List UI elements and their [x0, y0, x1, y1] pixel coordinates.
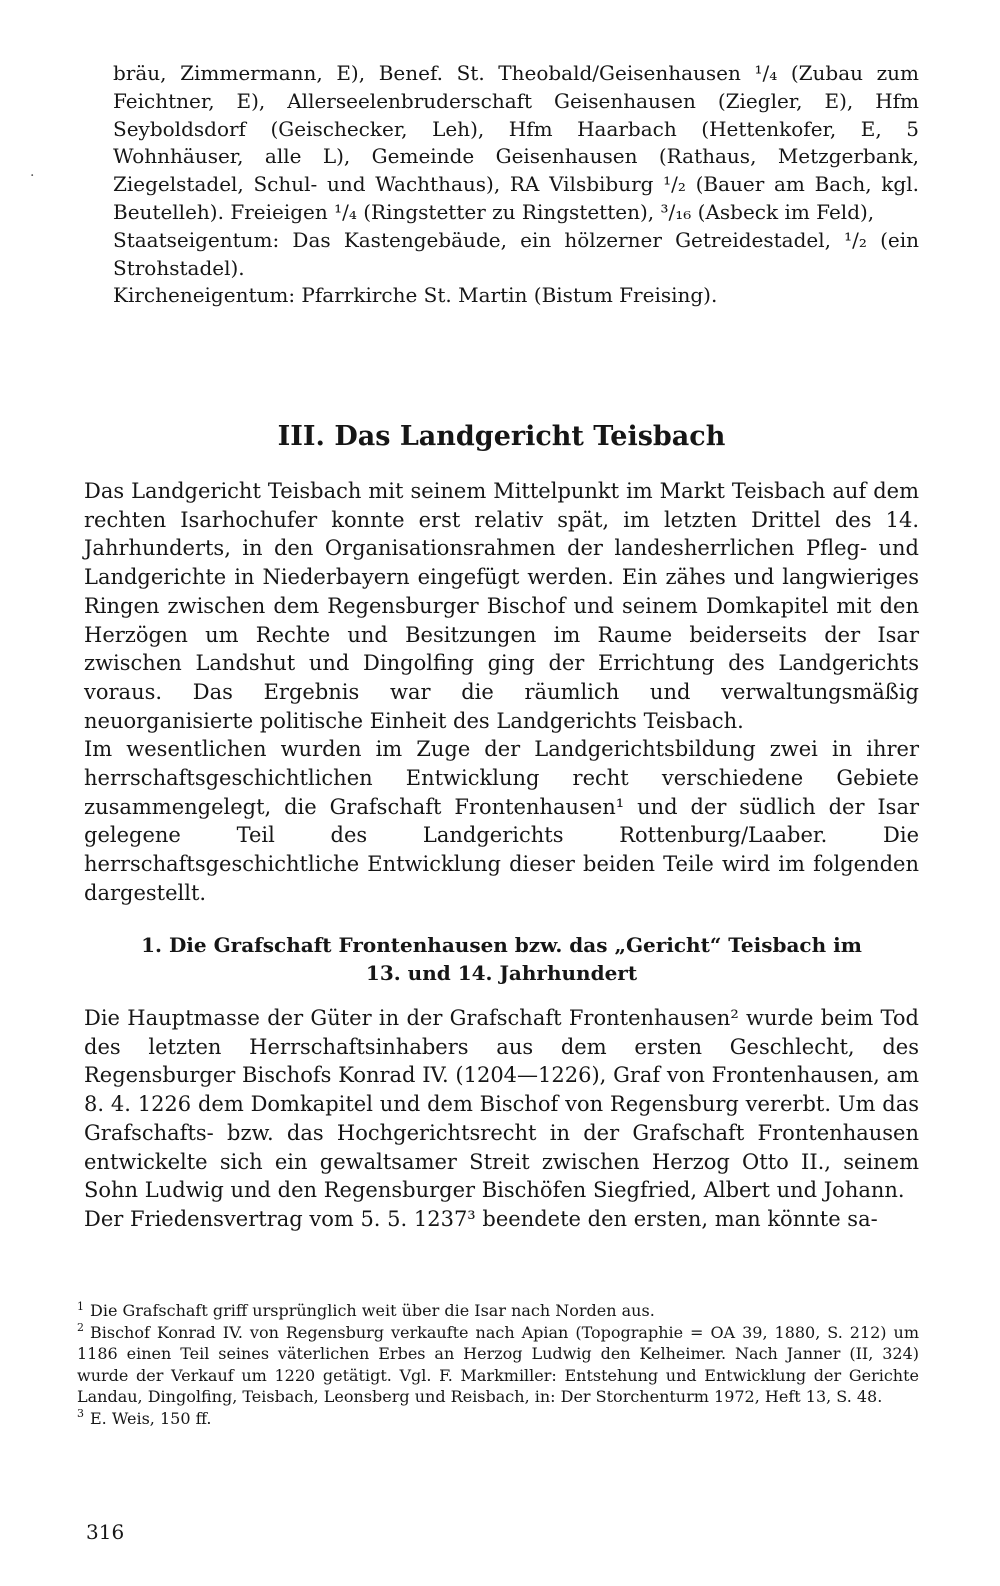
chapter-intro-block [84, 477, 919, 908]
section-heading [84, 931, 919, 987]
footnote-number: 1 [77, 1299, 84, 1313]
footnote [77, 1300, 919, 1322]
footnote-text: E. Weis, 150 ff. [90, 1408, 212, 1428]
continued-text-block [113, 60, 919, 310]
section-body-block [84, 1004, 919, 1234]
continued-paragraph: bräu, Zimmermann, E), Benef. St. Theobald/Geisenhausen ¹/₄ (Zubau zum Feichtner, E), Allerseelenbruderschaft Geisenhausen (Ziegler, E), Hfm Seyboldsdorf (Geischecker, Leh), Hfm Haarbach (Hettenkofer, E, 5 Wohnhäuser, alle L), Gemeinde Geisenhausen (Rathaus, Metzgerbank, Ziegelstadel, Schul- und Wachthaus), RA Vilsbiburg ¹/₂ (Bauer am Bach, kgl. Beutelleh). Freieigen ¹/₄ (Ringstetter zu Ringstetten), ³/₁₆ (Asbeck im Feld), [113, 61, 919, 224]
church-property-paragraph: Kircheneigentum: Pfarrkirche St. Martin (Bistum Freising). [113, 283, 718, 308]
section-heading-line: 13. und 14. Jahrhundert [365, 961, 638, 985]
footnote-text: Bischof Konrad IV. von Regensburg verkaufte nach Apian (Topographie = OA 39, 1880, S. 212) um 1186 einen Teil seines väterlichen Erbes an Herzog Ludwig den Kelheimer. Nach Janner (II, 324) wurde der Verkauf um 1220 getätigt. Vgl. F. Markmiller: Entstehung und Entwicklung der Gerichte Landau, Dingolfing, Teisbach, Leonsberg und Reisbach, in: Der Storchenturm 1972, Heft 13, S. 48. [77, 1322, 919, 1406]
intro-paragraph: Das Landgericht Teisbach mit seinem Mittelpunkt im Markt Teisbach auf dem rechten Isarhochufer konnte erst relativ spät, im letzten Drittel des 14. Jahrhunderts, in den Organisationsrahmen der landesherrlichen Pfleg- und Landgerichte in Niederbayern eingefügt werden. Ein zähes und langwieriges Ringen zwischen dem Regensburger Bischof und seinem Domkapitel mit den Herzögen um Rechte und Besitzungen im Raume beiderseits der Isar zwischen Landshut und Dingolfing ging der Errichtung des Landgerichts voraus. Das Ergebnis war die räumlich und verwaltungsmäßig neuorganisierte politische Einheit des Landgerichts Teisbach. [84, 479, 919, 733]
page-number: 316 [86, 1520, 125, 1544]
footnote [77, 1322, 919, 1408]
footnote-number: 3 [77, 1407, 84, 1421]
section-paragraph: Die Hauptmasse der Güter in der Grafschaft Frontenhausen² wurde beim Tod des letzten Herrschaftsinhabers aus dem ersten Geschlecht, des Regensburger Bischofs Konrad IV. (1204—1226), Graf von Frontenhausen, am 8. 4. 1226 dem Domkapitel und dem Bischof von Regensburg vererbt. Um das Grafschafts- bzw. das Hochgerichtsrecht in der Grafschaft Frontenhausen entwickelte sich ein gewaltsamer Streit zwischen Herzog Otto II., seinem Sohn Ludwig und den Regensburger Bischöfen Siegfried, Albert und Johann. [84, 1006, 919, 1203]
section-heading-line: 1. Die Grafschaft Frontenhausen bzw. das „Gericht“ Teisbach im [141, 933, 862, 957]
scan-speck: · [30, 168, 35, 184]
footnote [77, 1408, 919, 1430]
intro-paragraph: Im wesentlichen wurden im Zuge der Landgerichtsbildung zwei in ihrer herrschaftsgeschichtlichen Entwicklung recht verschiedene Gebiete zusammengelegt, die Grafschaft Frontenhausen¹ und der südlich der Isar gelegene Teil des Landgerichts Rottenburg/Laaber. Die herrschaftsgeschichtliche Entwicklung dieser beiden Teile wird im folgenden dargestellt. [84, 737, 919, 905]
state-property-paragraph: Staatseigentum: Das Kastengebäude, ein hölzerner Getreidestadel, ¹/₂ (ein Strohstadel). [113, 227, 919, 280]
footnote-number: 2 [77, 1321, 84, 1335]
footnote-text: Die Grafschaft griff ursprünglich weit über die Isar nach Norden aus. [90, 1301, 655, 1320]
footnotes [77, 1300, 919, 1429]
chapter-heading: III. Das Landgericht Teisbach [277, 421, 726, 452]
section-paragraph: Der Friedensvertrag vom 5. 5. 1237³ beendete den ersten, man könnte sa- [84, 1206, 878, 1231]
